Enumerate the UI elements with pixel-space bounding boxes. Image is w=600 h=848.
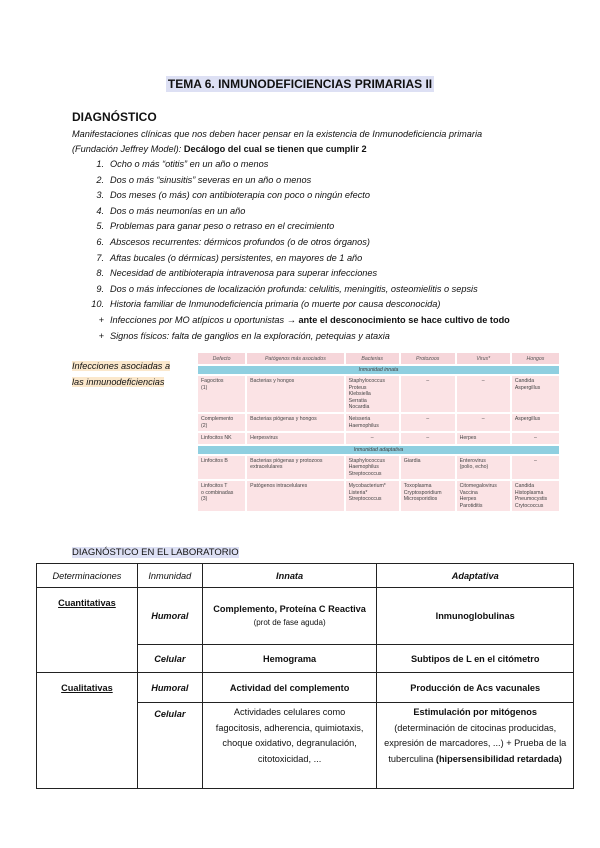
cuant-humoral-innata: Complemento, Proteína C Reactiva (prot de fase aguda): [202, 588, 377, 645]
infecciones-header: Bacterias: [346, 353, 399, 364]
criteria-list: [88, 157, 548, 344]
criterion-item: [88, 251, 548, 267]
lab-row: [37, 588, 574, 645]
infecciones-cell: Staphylococcus Haemophilus Streptococcus: [346, 456, 399, 479]
criterion-text: Aftas bucales (o dérmicas) persistentes, en mayores de 1 año: [110, 252, 363, 263]
infecciones-cell: Candida Histoplasma Pneumocystis Crytococcus: [512, 481, 559, 511]
infecciones-cell: Herpesvirus: [247, 433, 343, 443]
header-determinaciones: Determinaciones: [37, 564, 138, 588]
humoral-cell: Humoral: [137, 588, 202, 645]
diagnostico-intro: Manifestaciones clínicas que nos deben hacer pensar en la existencia de Inmunodeficiencia primaria (Fundación Jeffrey Model): Decálogo del cual se tienen que cumplir 2: [72, 129, 483, 154]
infecciones-header: Patógenos más asociados: [247, 353, 343, 364]
infecciones-cell: Toxoplasma Cryptosporidium Microsporidios: [401, 481, 455, 511]
infecciones-cell: –: [512, 456, 559, 479]
infecciones-cell: Enterovirus (polio, echo): [457, 456, 510, 479]
infecciones-header: Defecto: [198, 353, 245, 364]
criterion-item: [88, 282, 548, 298]
celular-cell: Celular: [137, 703, 202, 789]
laboratorio-title: DIAGNÓSTICO EN EL LABORATORIO: [72, 547, 239, 558]
criterion-item: [88, 313, 548, 329]
infecciones-cell: –: [401, 376, 455, 412]
infecciones-cell: Staphylococcus Proteus Klebsiella Serratia Nocardia: [346, 376, 399, 412]
criterion-text: Historia familiar de Inmunodeficiencia primaria (o muerte por causa desconocida): [110, 299, 441, 310]
criterion-marker: 5.: [96, 221, 104, 232]
header-innata: Innata: [202, 564, 377, 588]
criterion-item: [88, 235, 548, 251]
infecciones-cell: Giardia: [401, 456, 455, 479]
criterion-text: Necesidad de antibioterapia intravenosa para superar infecciones: [110, 268, 378, 279]
header-inmunidad: Inmunidad: [137, 564, 202, 588]
criterion-item: [88, 173, 548, 189]
cuant-humoral-adaptativa: Inmunoglobulinas: [377, 588, 574, 645]
infecciones-header: Hongos: [512, 353, 559, 364]
criterion-item: [88, 297, 548, 313]
infecciones-cell: Candida Aspergillus: [512, 376, 559, 412]
infecciones-cell: –: [512, 433, 559, 443]
infecciones-cell: Citomegalovirus Vaccina Herpes Parotiditis: [457, 481, 510, 511]
cual-humoral-adaptativa: Producción de Acs vacunales: [377, 673, 574, 703]
criterion-marker: 2.: [96, 174, 104, 185]
infecciones-label: Infecciones asociadas a las inmunodeficiencias: [72, 361, 171, 387]
infecciones-cell: –: [457, 414, 510, 431]
infecciones-cell: Bacterias piógenas y protozoos extracelulares: [247, 456, 343, 479]
infecciones-section: Inmunidad adaptativa: [198, 446, 559, 454]
cualitativas-cell: Cualitativas: [37, 673, 138, 789]
laboratorio-table: [36, 563, 574, 789]
criterion-text: Dos meses (o más) con antibioterapia con poco o ningún efecto: [110, 190, 370, 201]
infecciones-row: [198, 414, 559, 431]
criterion-marker: 10.: [91, 299, 104, 310]
criterion-item: [88, 266, 548, 282]
criterion-text: Ocho o más “otitis” en un año o menos: [110, 159, 269, 169]
lab-header-row: [37, 564, 574, 588]
criterion-item: [88, 204, 548, 220]
humoral-cell: Humoral: [137, 673, 202, 703]
lab-row: [37, 673, 574, 703]
criterion-marker: 8.: [96, 268, 104, 279]
criterion-marker: 7.: [96, 252, 104, 263]
criterion-text: Dos o más “sinusitis” severas en un año o menos: [110, 174, 312, 185]
infecciones-header: Virus*: [457, 353, 510, 364]
criterion-text: Abscesos recurrentes: dérmicos profundos (o de otros órganos): [110, 236, 370, 247]
cuant-celular-adaptativa: Subtipos de L en el citómetro: [377, 645, 574, 673]
diagnostico-heading: DIAGNÓSTICO: [72, 110, 157, 124]
infecciones-cell: Linfocitos T o combinadas (3): [198, 481, 245, 511]
infecciones-cell: –: [457, 376, 510, 412]
criterion-item: [88, 188, 548, 204]
infecciones-row: [198, 376, 559, 412]
page-title: TEMA 6. INMUNODEFICIENCIAS PRIMARIAS II: [167, 77, 433, 91]
criterion-marker: 9.: [96, 283, 104, 294]
infecciones-table: [196, 351, 561, 513]
criterion-marker: 3.: [96, 190, 104, 201]
criterion-text: Infecciones por MO atípicos u oportunistas → ante el desconocimiento se hace cultivo de todo: [110, 314, 510, 325]
infecciones-cell: Complemento (2): [198, 414, 245, 431]
infecciones-cell: Bacterias y hongos: [247, 376, 343, 412]
infecciones-cell: Aspergillus: [512, 414, 559, 431]
infecciones-row: [198, 456, 559, 479]
infecciones-cell: –: [401, 414, 455, 431]
infecciones-section: Inmunidad innata: [198, 366, 559, 374]
criterion-item: [88, 219, 548, 235]
infecciones-cell: Linfocitos NK: [198, 433, 245, 443]
cual-celular-innata: Actividades celulares como fagocitosis, adherencia, quimiotaxis, choque oxidativo, degranulación, citotoxicidad, ...: [202, 703, 377, 789]
criterion-item: [88, 157, 548, 173]
infecciones-row: [198, 433, 559, 443]
criterion-text: Problemas para ganar peso o retraso en el crecimiento: [110, 221, 335, 232]
criterion-marker: 1.: [96, 159, 104, 169]
infecciones-cell: Mycobacterium* Listeria* Streptococcus: [346, 481, 399, 511]
criterion-marker: 6.: [96, 236, 104, 247]
criterion-text: Dos o más neumonías en un año: [110, 205, 246, 216]
infecciones-section-row: [198, 446, 559, 454]
infecciones-row: [198, 481, 559, 511]
cuant-celular-innata: Hemograma: [202, 645, 377, 673]
infecciones-section-row: [198, 366, 559, 374]
cuantitativas-cell: Cuantitativas: [37, 588, 138, 673]
infecciones-cell: Bacterias piógenas y hongos: [247, 414, 343, 431]
criterion-marker: +: [98, 330, 104, 341]
infecciones-cell: –: [346, 433, 399, 443]
infecciones-cell: Neisseria Haemophilus: [346, 414, 399, 431]
infecciones-cell: –: [401, 433, 455, 443]
cual-humoral-innata: Actividad del complemento: [202, 673, 377, 703]
criterion-text: Signos físicos: falta de ganglios en la exploración, petequias y ataxia: [110, 330, 390, 341]
infecciones-header: Protozoos: [401, 353, 455, 364]
infecciones-cell: Patógenos intracelulares: [247, 481, 343, 511]
cual-celular-adaptativa: Estimulación por mitógenos (determinación de citocinas producidas, expresión de marcadores, ...) + Prueba de la tuberculina (hipersensibilidad retardada): [377, 703, 574, 789]
criterion-item: [88, 329, 548, 345]
criterion-marker: +: [98, 314, 104, 325]
criterion-text: Dos o más infecciones de localización profunda: celulitis, meningitis, osteomielitis o sepsis: [110, 283, 478, 294]
celular-cell: Celular: [137, 645, 202, 673]
header-adaptativa: Adaptativa: [377, 564, 574, 588]
criterion-marker: 4.: [96, 205, 104, 216]
infecciones-cell: Herpes: [457, 433, 510, 443]
infecciones-cell: Fagocitos (1): [198, 376, 245, 412]
infecciones-cell: Linfocitos B: [198, 456, 245, 479]
